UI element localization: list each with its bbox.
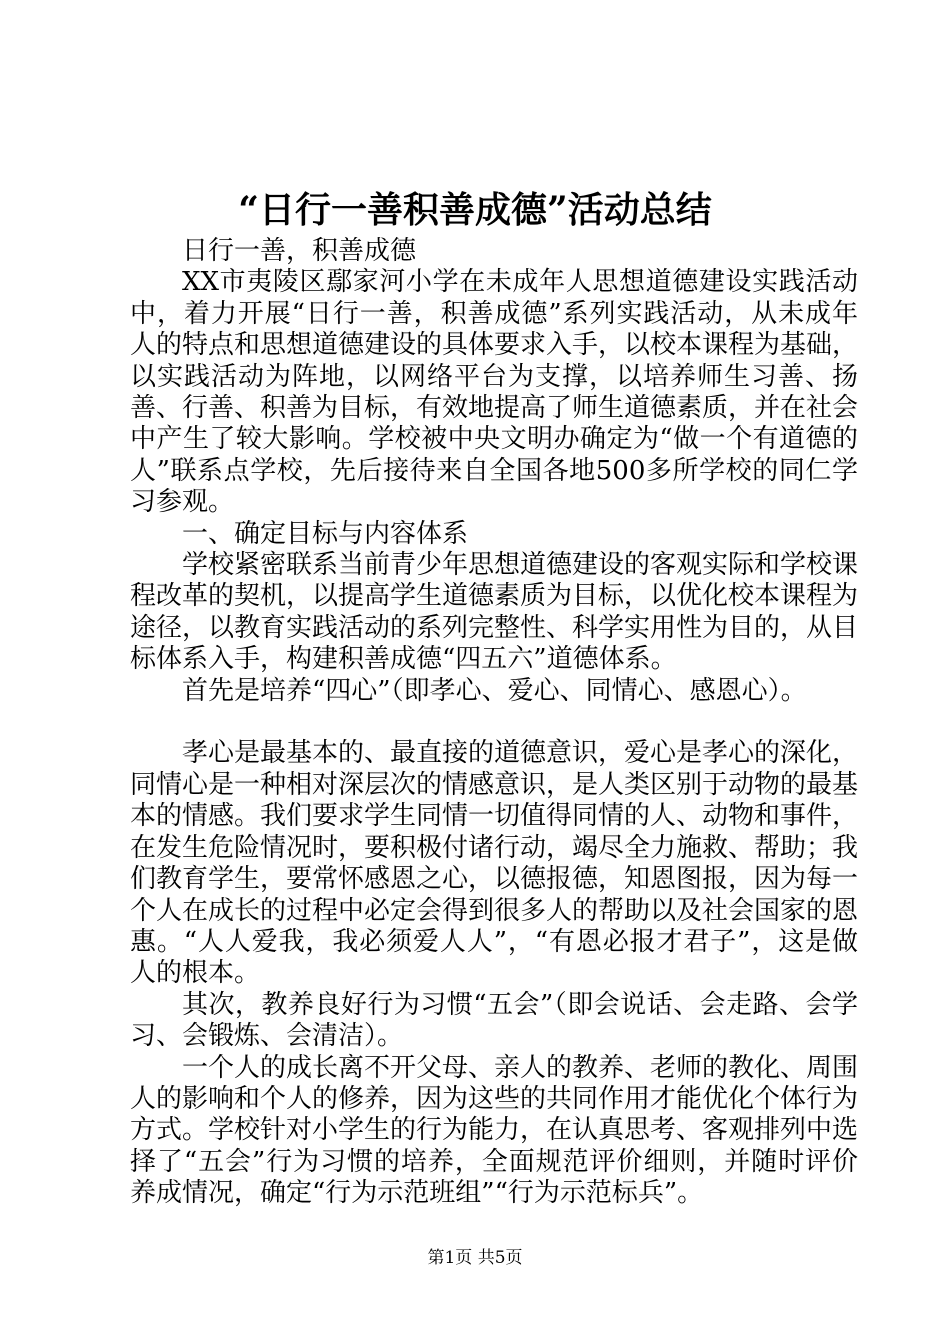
paragraph-five-skills: 其次，教养良好行为习惯“五会”（即会说话、会走路、会学习、会锻炼、会清洁）。 [130, 989, 858, 1052]
document-title: “日行一善积善成德”活动总结 [238, 189, 712, 231]
paragraph-subtitle: 日行一善，积善成德 [182, 236, 417, 266]
page-number-footer: 第1页 共5页 [427, 1248, 523, 1268]
section-heading-1: 一、确定目标与内容体系 [182, 518, 469, 549]
document-body [130, 236, 858, 1210]
paragraph-four-hearts: 首先是培养“四心”（即孝心、爱心、同情心、感恩心）。 [182, 675, 807, 706]
paragraph-goals: 学校紧密联系当前青少年思想道德建设的客观实际和学校课程改革的契机，以提高学生道德素质为目标，以优化校本课程为途径，以教育实践活动的系列完整性、科学实用性为目的，从目标体系入手，构建积善成德“四五六”道德体系。 [130, 550, 859, 675]
paragraph-intro: XX市夷陵区鄢家河小学在未成年人思想道德建设实践活动中，着力开展“日行一善，积善成德”系列实践活动，从未成年人的特点和思想道德建设的具体要求入手，以校本课程为基础，以实践活动为阵地，以网络平台为支撑，以培养师生习善、扬善、行善、积善为目标，有效地提高了师生道德素质，并在社会中产生了较大影响。学校被中央文明办确定为“做一个有道德的人”联系点学校，先后接待来自全国各地500多所学校的同仁学习参观。 [130, 267, 859, 518]
paragraph-growth: 一个人的成长离不开父母、亲人的教养、老师的教化、周围人的影响和个人的修养，因为这些的共同作用才能优化个体行为方式。学校针对小学生的行为能力，在认真思考、客观排列中选择了“五会”行为习惯的培养，全面规范评价细则，并随时评价养成情况，确定“行为示范班组”“行为示范标兵”。 [130, 1052, 859, 1209]
paragraph-filial-piety: 孝心是最基本的、最直接的道德意识，爱心是孝心的深化，同情心是一种相对深层次的情感意识，是人类区别于动物的最基本的情感。我们要求学生同情一切值得同情的人、动物和事件，在发生危险情况时，要积极付诸行动，竭尽全力施救、帮助；我们教育学生，要常怀感恩之心，以德报德，知恩图报，因为每一个人在成长的过程中必定会得到很多人的帮助以及社会国家的恩惠。“人人爱我，我必须爱人人”，“有恩必报才君子”，这是做人的根本。 [130, 738, 859, 989]
